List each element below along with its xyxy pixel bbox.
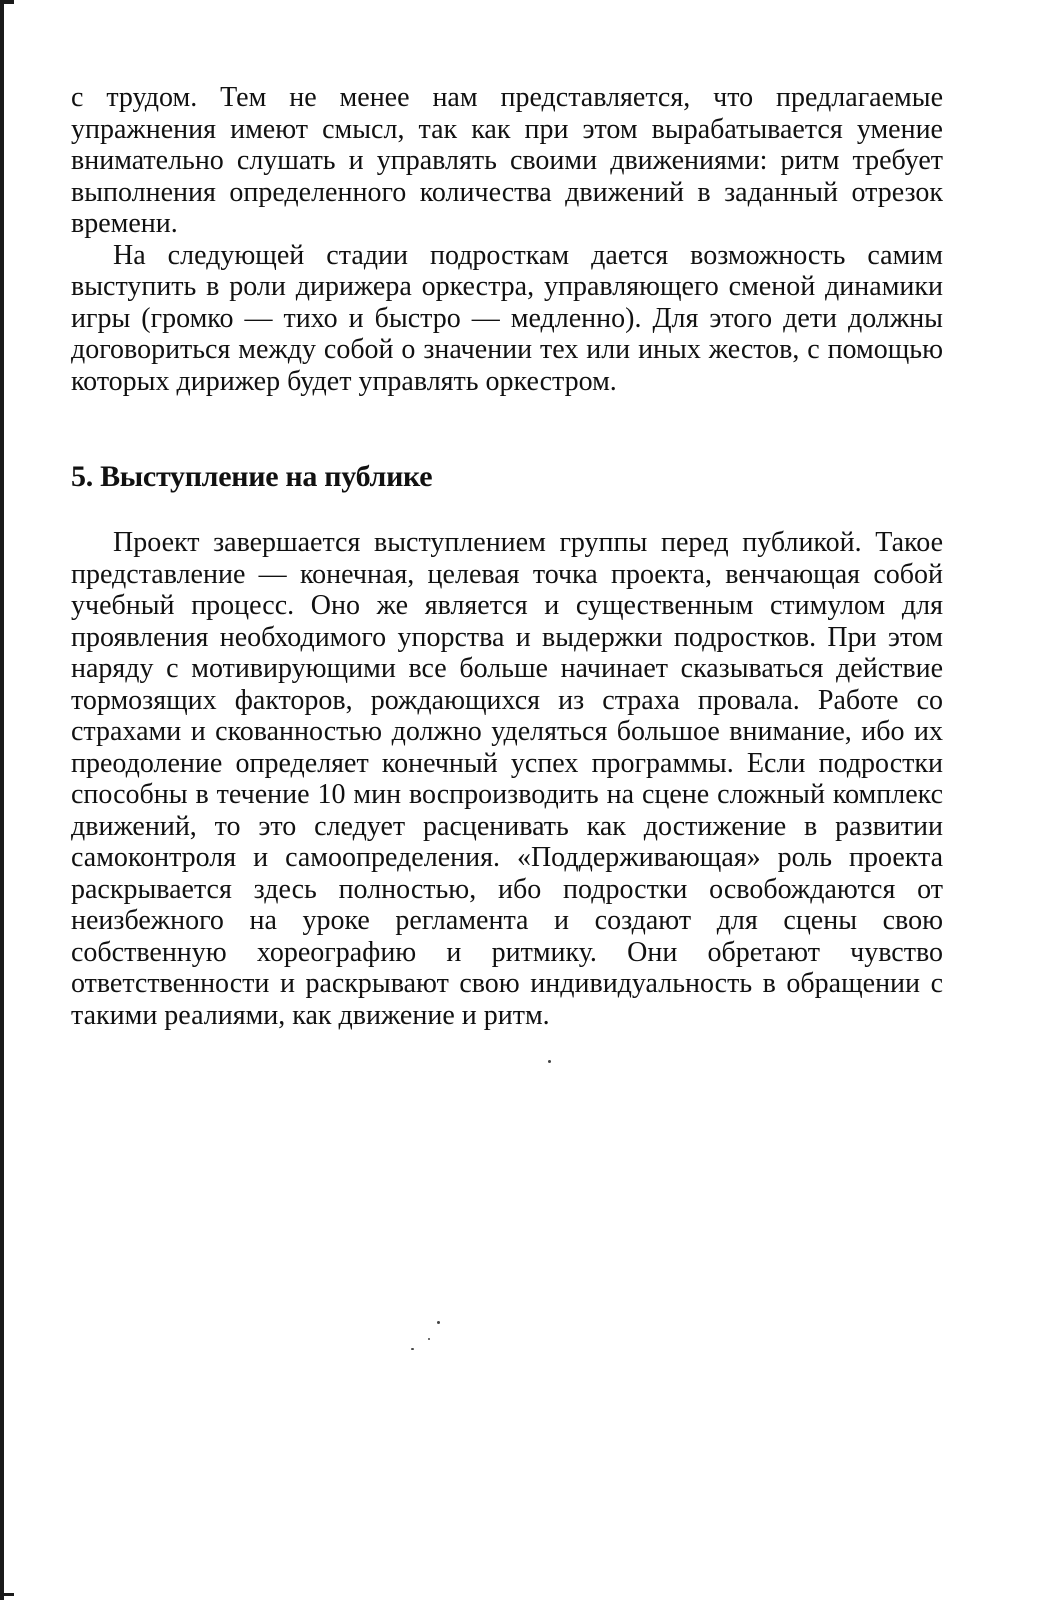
scan-speck: [437, 1321, 440, 1324]
page-body: [71, 82, 943, 1031]
scan-left-edge: [0, 0, 4, 1600]
section-heading: 5. Выступление на публике: [71, 460, 433, 493]
paragraph-continued: с трудом. Тем не менее нам представляется, что предлагаемые упражнения имеют смысл, так как при этом вырабатывается умение внимательно слушать и управлять своими движениями: ритм требует выполнения определенного количества движений в заданный отрезок времени.: [71, 82, 943, 239]
paragraph-public-performance: Проект завершается выступлением группы перед публикой. Такое представление — конечная, целевая точка проекта, венчающая собой учебный процесс. Оно же является и существенным стимулом для проявления необходимого упорства и выдержки подростков. При этом наряду с мотивирующими все больше начинает сказываться действие тормозящих факторов, рождающихся из страха провала. Работе со страхами и скованностью должно уделяться большое внимание, ибо их преодоление определяет конечный успех программы. Если подростки способны в течение 10 мин воспроизводить на сцене сложный комплекс движений, то это следует расценивать как достижение в развитии самоконтроля и самоопределения. «Поддерживающая» роль проекта раскрывается здесь полностью, ибо подростки освобождаются от неизбежного на уроке регламента и создают для сцены свою собственную хореографию и ритмику. Они обретают чувство ответственности и раскрывают свою индивидуальность в обращении с такими реалиями, как движение и ритм.: [71, 527, 943, 1031]
scan-speck: [548, 1060, 551, 1063]
scan-speck: [428, 1338, 430, 1340]
scan-corner-bottom: [0, 1593, 14, 1596]
paragraph-conductor-stage: На следующей стадии подросткам дается возможность самим выступить в роли дирижера оркестра, управляющего сменой динамики игры (громко — тихо и быстро — медленно). Для этого дети должны договориться между собой о значении тех или иных жестов, с помощью которых дирижер будет управлять оркестром.: [71, 239, 943, 397]
scan-speck: [411, 1348, 414, 1350]
scan-corner-top: [0, 0, 14, 4]
